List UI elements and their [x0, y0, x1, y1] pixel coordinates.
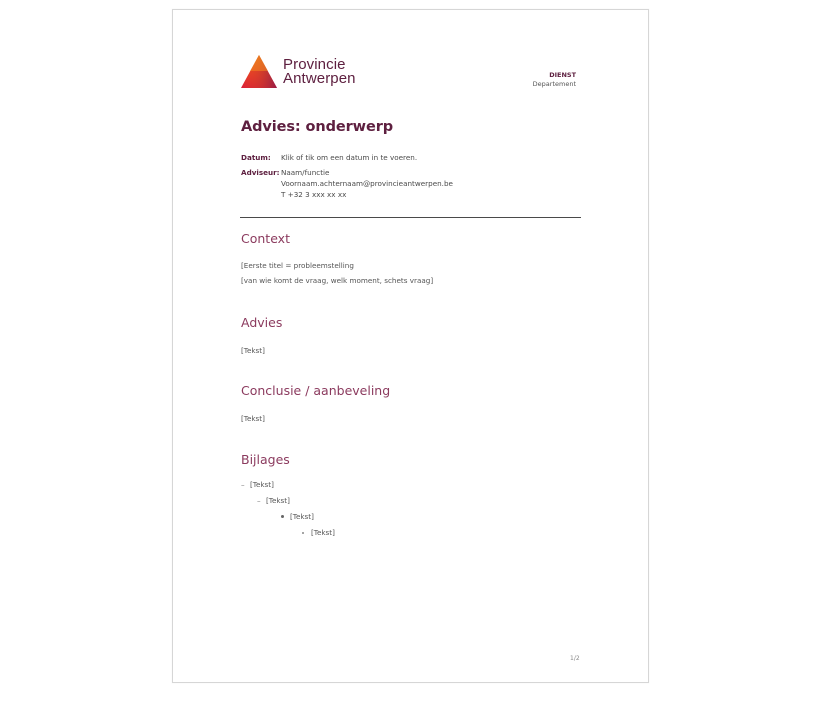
advisor-label: Adviseur:	[241, 168, 280, 177]
page-number: 1/2	[570, 655, 580, 662]
bullet-dot-icon	[281, 515, 284, 518]
advisor-row	[241, 167, 453, 200]
logo-line-2: Antwerpen	[283, 69, 356, 87]
document-page	[172, 9, 649, 683]
department-block	[533, 70, 576, 89]
small-bullet-dot-icon	[302, 532, 304, 534]
section-heading-advies[interactable]: Advies	[241, 315, 283, 330]
list-item-level-3[interactable]	[281, 512, 314, 521]
section-heading-context[interactable]: Context	[241, 231, 290, 246]
dash-bullet-icon: –	[241, 480, 245, 489]
list-item-text: [Tekst]	[250, 480, 274, 489]
list-item-text: [Tekst]	[311, 528, 335, 537]
header-divider	[240, 217, 581, 218]
logo-wordmark	[283, 55, 356, 87]
department-name: DIENST	[549, 71, 576, 79]
list-item-level-1[interactable]	[241, 480, 274, 489]
advisor-details	[281, 167, 453, 200]
advisor-email[interactable]: Voornaam.achternaam@provincieantwerpen.be	[281, 179, 453, 188]
context-line-1: [Eerste titel = probleemstelling	[241, 261, 354, 270]
context-paragraph[interactable]	[241, 258, 433, 288]
section-heading-bijlages[interactable]: Bijlages	[241, 452, 290, 467]
department-sub: Departement	[532, 80, 576, 88]
document-title[interactable]: Advies: onderwerp	[241, 119, 394, 135]
section-heading-conclusie[interactable]: Conclusie / aanbeveling	[241, 383, 391, 398]
list-item-text: [Tekst]	[290, 512, 314, 521]
provincie-antwerpen-logo	[240, 54, 356, 89]
context-line-2: [van wie komt de vraag, welk moment, schets vraag]	[241, 276, 434, 285]
logo-line-1: Provincie	[283, 55, 346, 73]
list-item-level-2[interactable]	[257, 496, 290, 505]
triangle-logo-icon	[240, 54, 278, 89]
advisor-name-function[interactable]: Naam/functie	[281, 168, 330, 177]
dash-bullet-icon: –	[257, 496, 261, 505]
date-label: Datum:	[241, 153, 271, 162]
date-picker-field[interactable]: Klik of tik om een datum in te voeren.	[281, 153, 418, 162]
advies-paragraph[interactable]: [Tekst]	[241, 346, 265, 355]
list-item-text: [Tekst]	[266, 496, 290, 505]
conclusie-paragraph[interactable]: [Tekst]	[241, 414, 265, 423]
document-meta	[241, 152, 453, 200]
date-row	[241, 152, 453, 163]
advisor-phone[interactable]: T +32 3 xxx xx xx	[281, 190, 347, 199]
list-item-level-4[interactable]	[302, 528, 335, 537]
